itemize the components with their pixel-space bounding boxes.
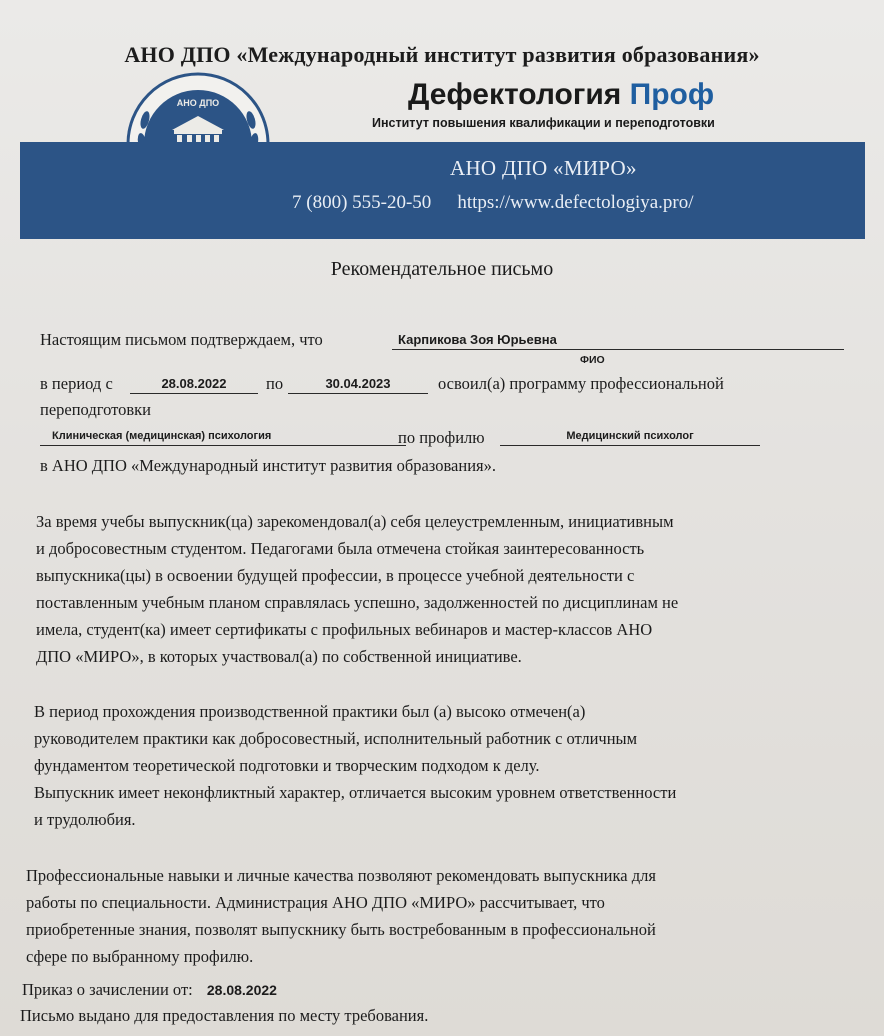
header-band: [20, 142, 865, 239]
confirm-prefix: Настоящим письмом подтверждаем, что: [40, 330, 323, 349]
letter-title: Рекомендательное письмо: [330, 258, 554, 280]
paragraph-line: руководителем практики как добросовестный, исполнительный работник с отличным: [34, 729, 638, 748]
logo-top-text: АНО ДПО: [176, 98, 220, 108]
paragraph-line: поставленным учебным планом справлялась успешно, задолженностей по дисциплинам не: [36, 593, 679, 612]
paragraph-line: приобретенные знания, позволят выпускнику быть востребованным в профессиональной: [26, 920, 656, 939]
paragraph-line: выпускника(цы) в освоении будущей профессии, в процессе учебной деятельности с: [36, 566, 635, 585]
name-caption: ФИО: [580, 354, 605, 366]
period-to: по: [266, 374, 284, 393]
brand-name: [408, 78, 714, 112]
brand-accent: Проф: [629, 78, 715, 111]
band-title: АНО ДПО «МИРО»: [450, 156, 637, 180]
date-from: 28.08.2022: [130, 376, 258, 394]
band-contacts: [292, 192, 694, 214]
paragraph-line: В период прохождения производственной практики был (а) высоко отмечен(а): [34, 702, 586, 721]
date-to: 30.04.2023: [288, 376, 428, 394]
paragraph-achievements: [36, 508, 678, 670]
brand-main: Дефектология: [408, 78, 622, 111]
paragraph-line: ДПО «МИРО», в которых участвовал(а) по собственной инициативе.: [36, 647, 522, 666]
brand-subtitle: Институт повышения квалификации и переподготовки: [372, 116, 715, 130]
period-prefix: в период с: [40, 374, 113, 393]
issued-line: Письмо выдано для предоставления по месту требования.: [20, 1006, 429, 1025]
enrollment-order: [22, 980, 277, 1000]
retraining-word: переподготовки: [40, 400, 151, 419]
paragraph-line: имела, студент(ка) имеет сертификаты с профильных вебинаров и мастер-классов АНО: [36, 620, 653, 639]
website-url: https://www.defectologiya.pro/: [457, 192, 694, 213]
paragraph-recommendation: [26, 862, 656, 970]
profile-label: по профилю: [398, 428, 485, 447]
paragraph-practice: [34, 698, 676, 833]
phone-number: 7 (800) 555-20-50: [292, 192, 432, 213]
paragraph-line: фундаментом теоретической подготовки и творческим подходом к делу.: [34, 756, 540, 775]
organization-full-name: АНО ДПО «Международный институт развития образования»: [124, 42, 760, 67]
order-label: Приказ о зачислении от:: [22, 980, 193, 999]
paragraph-line: и трудолюбия.: [34, 810, 136, 829]
paragraph-line: и добросовестным студентом. Педагогами была отмечена стойкая заинтересованность: [36, 539, 645, 558]
student-name: Карпикова Зоя Юрьевна: [392, 332, 844, 350]
order-date: 28.08.2022: [206, 982, 277, 998]
paragraph-line: За время учебы выпускник(ца) зарекомендовал(а) себя целеустремленным, инициативным: [36, 512, 674, 531]
program-text: освоил(а) программу профессиональной: [438, 374, 724, 393]
institution-line: в АНО ДПО «Международный институт развития образования».: [40, 456, 496, 475]
paragraph-line: Выпускник имеет неконфликтный характер, отличается высоким уровнем ответственности: [34, 783, 677, 802]
program-name: Клиническая (медицинская) психология: [40, 430, 406, 446]
profile-name: Медицинский психолог: [500, 430, 760, 446]
paragraph-line: сфере по выбранному профилю.: [26, 947, 254, 966]
paragraph-line: Профессиональные навыки и личные качества позволяют рекомендовать выпускника для: [26, 866, 656, 885]
paragraph-line: работы по специальности. Администрация АНО ДПО «МИРО» рассчитывает, что: [26, 893, 605, 912]
